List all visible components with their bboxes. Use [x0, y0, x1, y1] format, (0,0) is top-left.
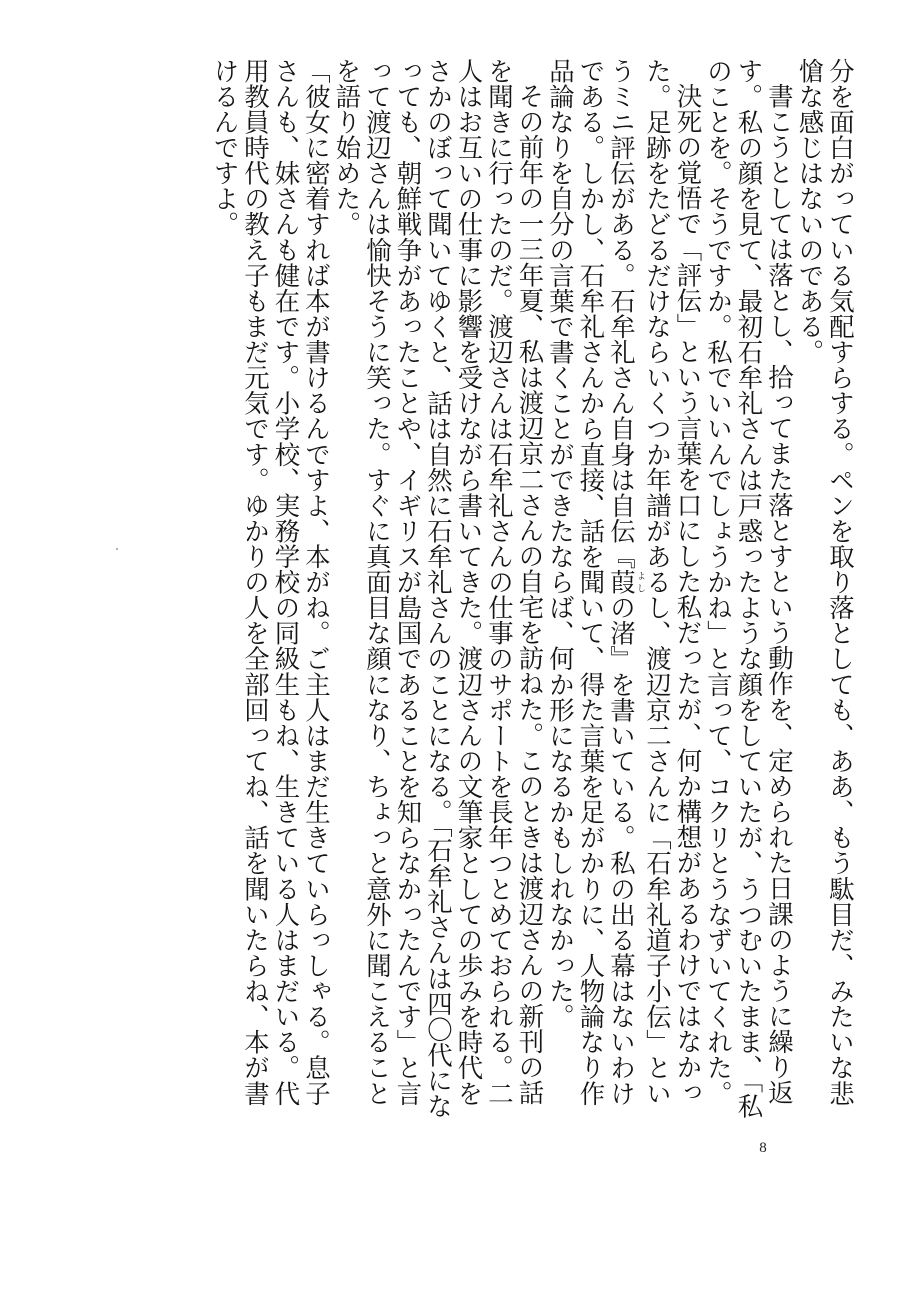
vertical-text-body [136, 58, 856, 1130]
page-number: 8 [759, 1140, 767, 1156]
paragraph: その前年の一三年夏、私は渡辺京二さんの自宅を訪ねた。このときは渡辺さんの新刊の話を聞きに行ったのだ。渡辺さんは石牟礼さんの仕事のサポートを長年つとめておられる。二人はお互いの仕事に影響を受けながら書いてきた。渡辺さんの文筆家としての歩みを時代をさかのぼって聞いてゆくと、話は自然に石牟礼さんのことになる。「石牟礼さんは四〇代になっても、朝鮮戦争があったことや、イギリスが島国であることを知らなかったんです」と言って渡辺さんは愉快そうに笑った。すぐに真面目な顔になり、ちょっと意外に聞こえることを語り始めた。 [332, 58, 546, 1119]
scan-speck [116, 548, 118, 550]
paragraph: 分を面白がっている気配すらする。ペンを取り落としても、ああ、もう駄目だ、みたいな悲愴な感じはないのである。 [795, 58, 856, 1106]
ruby-word: 葭よし [607, 569, 645, 595]
paragraph [546, 58, 704, 1130]
paragraph: 「彼女に密着すれば本が書けるんですよ、本がね。ご主人はまだ生きていらっしゃる。息子さんも、妹さんも健在です。小学校、実務学校の同級生もね、生きている人はまだいる。代用教員時代の教え子もまだ元気です。ゆかりの人を全部回ってね、話を聞いたらね、本が書けるんですよ。 [210, 58, 332, 1106]
ruby-reading: よし [635, 569, 645, 595]
paragraph: 書こうとしては落とし、拾ってまた落とすという動作を、定められた日課のように繰り返す。私の顔を見て、最初石牟礼さんは戸惑ったような顔をしていたが、うつむいたまま、「私のことを。そうですか。私でいいんでしょうかね」と言って、コクリとうなずいてくれた。 [704, 58, 795, 1119]
paragraph-text: 決死の覚悟で「評伝」という言葉を口にした私だったが、何か構想があるわけではなかった。足跡をたどるだけならいくつか年譜があるし、渡辺京二さんに「石牟礼道子小伝」というミニ評伝がある。石牟礼さん自身は自伝『葭よしの渚』を書いている。私の出る幕はないわけである。しかし、石牟礼さんから直接、話を聞いて、得た言葉を足がかりに、人物論なり作品論なりを自分の言葉で書くことができたならば、何か形になるかもしれなかった。 [546, 58, 704, 1106]
